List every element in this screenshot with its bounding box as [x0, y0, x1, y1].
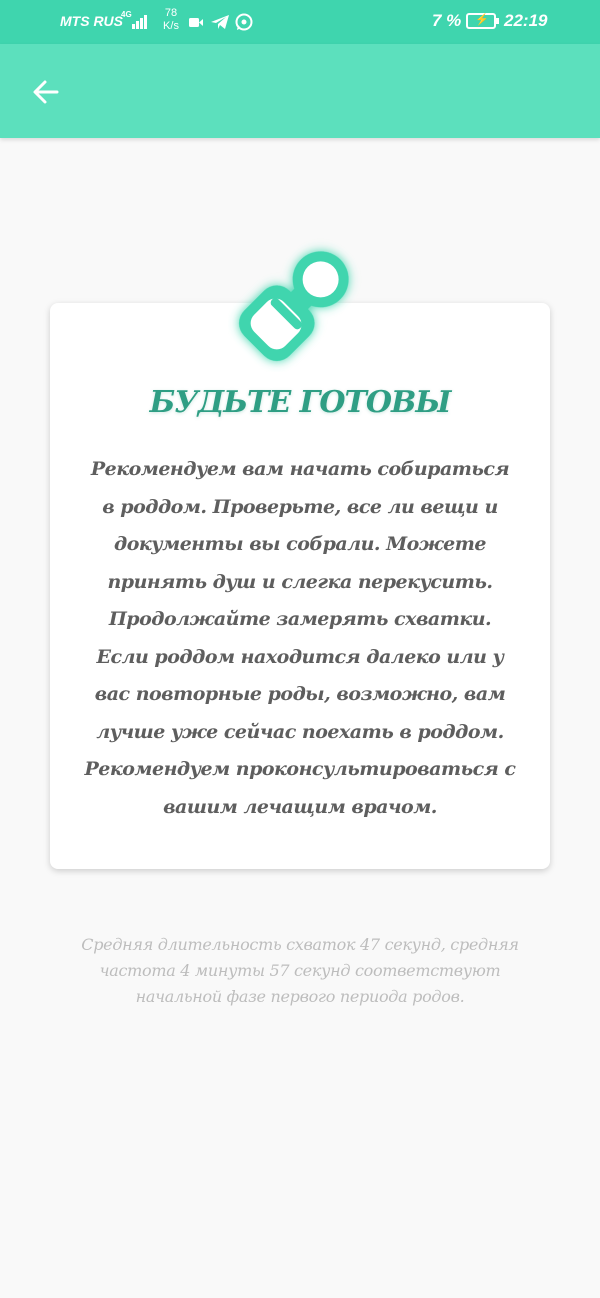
signal-icon [132, 13, 150, 29]
speed-unit: K/s [163, 20, 179, 32]
contraction-summary: Средняя длительность схваток 47 секунд, средняя частота 4 минуты 57 секунд соответствуют начальной фазе первого периода родов. [81, 935, 519, 1006]
carrier-label: MTS RUS [60, 13, 123, 29]
network-speed [158, 7, 184, 33]
battery-charging-icon: ⚡ [466, 13, 496, 29]
status-bar [0, 0, 600, 44]
telegram-icon [210, 12, 230, 37]
video-camera-icon [188, 12, 204, 37]
pacifier-icon [228, 232, 368, 372]
back-button[interactable] [20, 66, 72, 118]
arrow-left-icon [31, 77, 61, 107]
whatsapp-icon [234, 12, 254, 37]
status-card [50, 303, 550, 869]
speed-value: 78 [164, 7, 178, 19]
card-title: БУДЬТЕ ГОТОВЫ [149, 385, 451, 420]
network-type: 4G [121, 10, 132, 19]
battery-percent: 7 % [432, 11, 462, 30]
app-bar [0, 44, 600, 138]
card-recommendation-text: Рекомендуем вам начать собираться в роддом. Проверьте, все ли вещи и документы вы собрали. Можете принять душ и слегка перекусить. Продолжайте замерять схватки. Если роддом находится далеко или у вас повторные роды, возможно, вам лучше уже сейчас поехать в роддом. Рекомендуем проконсультироваться с вашим лечащим врачом. [84, 458, 516, 818]
status-time: 22:19 [504, 11, 548, 30]
